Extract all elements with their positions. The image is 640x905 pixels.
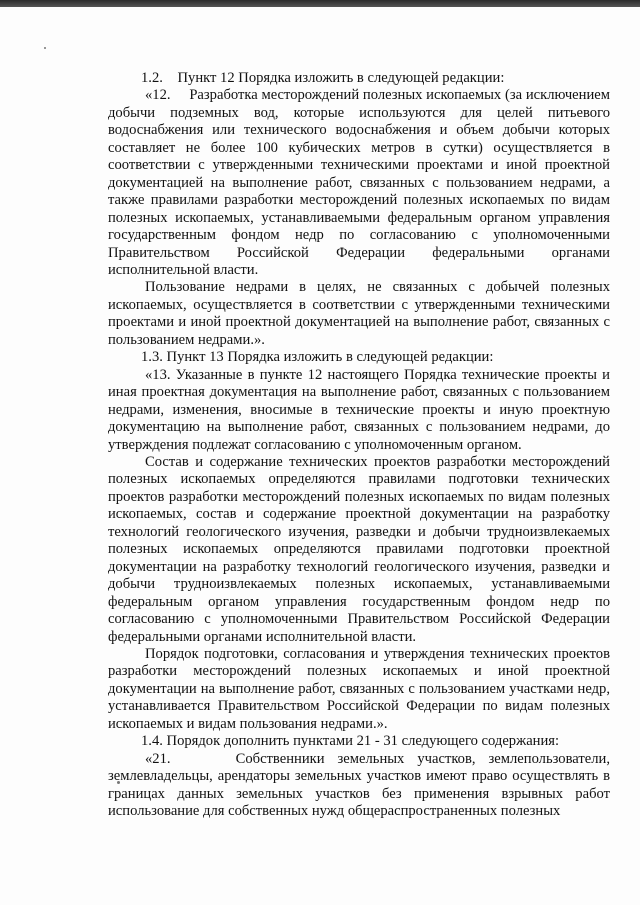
scan-top-edge	[0, 0, 640, 7]
paragraph-1-3: 1.3. Пункт 13 Порядка изложить в следующей редакции:	[141, 349, 494, 366]
paragraph-point-13: «13. Указанные в пункте 12 настоящего Порядка технические проекты и иная проектная документация на выполнение работ, связанных с пользованием недрами, изменения, вносимые в технические проекты и иную проектную документацию на выполнение работ, связанных с пользованием недрами, до утверждения подлежат согласованию с уполномоченным органом.	[108, 366, 610, 453]
paragraph-point-12: «12. Разработка месторождений полезных ископаемых (за исключением добычи подземных вод, которые используются для целей питьевого водоснабжения или технического водоснабжения и объем добычи которых составляет не более 100 кубических метров в сутки) осуществляется в соответствии с утвержденными техническими проектами и иной проектной документацией на выполнение работ, связанных с пользованием недрами, а также правилами разработки месторождений полезных ископаемых по видам полезных ископаемых, устанавливаемыми федеральным органом управления государственным фондом недр по согласованию с уполномоченными Правительством Российской Федерации федеральными органами исполнительной власти.	[108, 87, 610, 278]
paragraph-1-2: 1.2. Пункт 12 Порядка изложить в следующей редакции:	[141, 70, 505, 86]
paragraph-approval-order: Порядок подготовки, согласования и утверждения технических проектов разработки месторождений полезных ископаемых и иной проектной документации на выполнение работ, связанных с пользованием участками недр, устанавливается Правительством Российской Федерации по видам полезных ископаемых и видам пользования недрами.».	[108, 645, 610, 732]
scan-speck	[44, 47, 46, 49]
paragraph-subsoil-use: Пользование недрами в целях, не связанных с добычей полезных ископаемых, осуществляется в соответствии с утвержденными техническими проектами и иной проектной документацией на выполнение работ, связанных с пользованием недрами.».	[108, 279, 610, 348]
paragraph-point-21: «21. Собственники земельных участков, землепользователи, землевладельцы, арендаторы земельных участков имеют право осуществлять в границах данных земельных участков без применения взрывных работ использование для собственных нужд общераспространенных полезных	[108, 750, 610, 820]
document-body	[108, 70, 610, 820]
paragraph-project-contents: Состав и содержание технических проектов разработки месторождений полезных ископаемых определяются правилами подготовки технических проектов разработки месторождений полезных ископаемых по видам полезных ископаемых, состав и содержание проектной документации на разработку технологий геологического изучения, разведки и добычи трудноизвлекаемых полезных ископаемых определяются правилами подготовки проектной документации на разработку технологий геологического изучения, разведки и добычи трудноизвлекаемых полезных ископаемых, устанавливаемыми федеральным органом управления государственным фондом недр по согласованию с уполномоченными Правительством Российской Федерации федеральными органами исполнительной власти.	[108, 453, 610, 645]
paragraph-1-4: 1.4. Порядок дополнить пунктами 21 - 31 следующего содержания:	[141, 733, 560, 750]
